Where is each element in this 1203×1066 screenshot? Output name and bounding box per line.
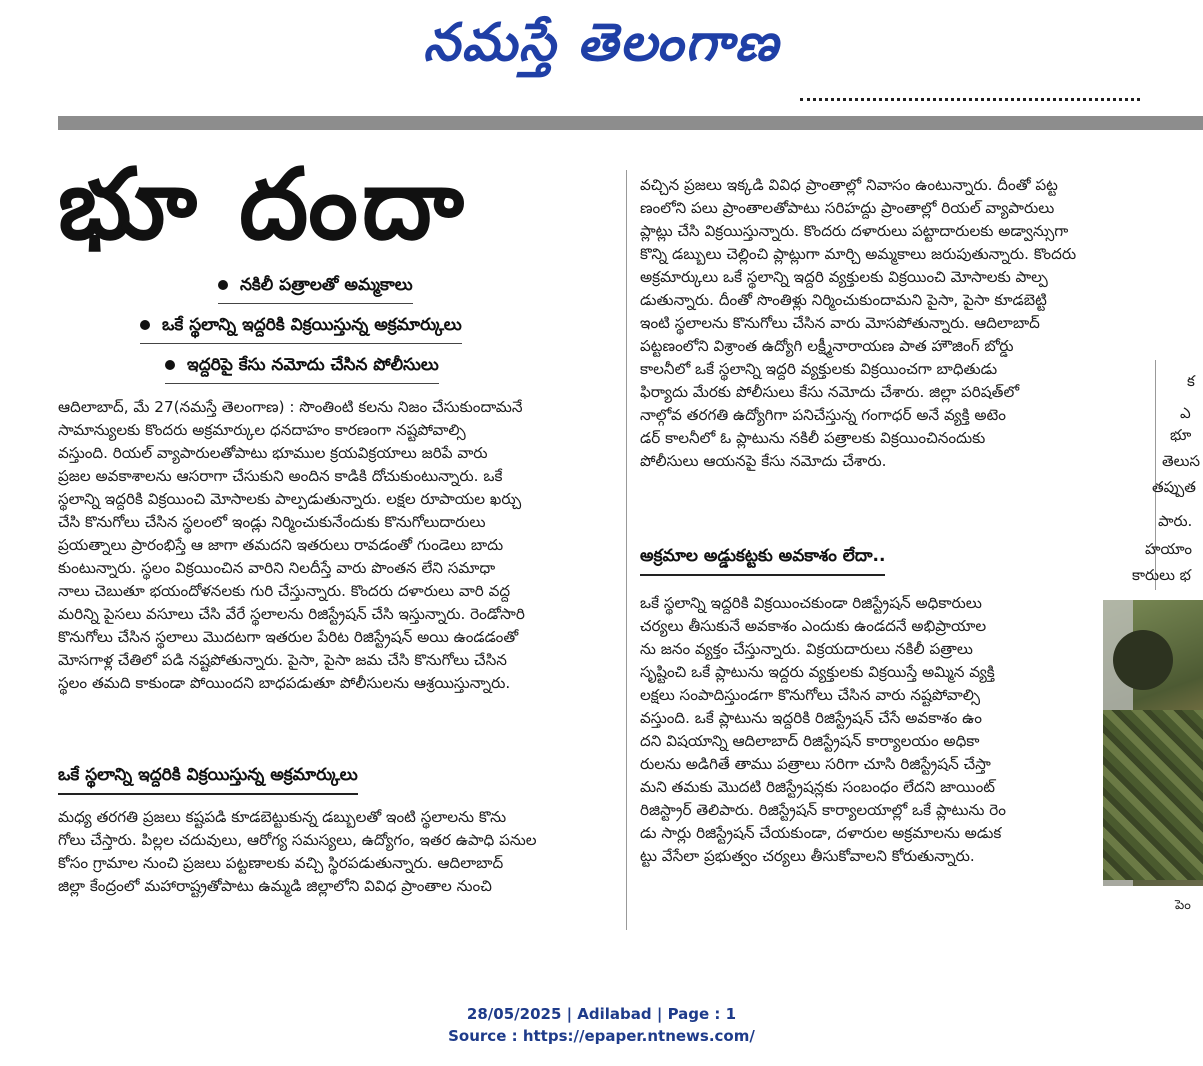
- text-line: స్థలాన్ని ఇద్దరికి విక్రయించి మోసాలకు పాల్పడుతున్నారు. లక్షల రూపాయల ఖర్చు: [58, 490, 522, 508]
- text-line: ట్టు వేసేలా ప్రభుత్వం చర్యలు తీసుకోవాలని కోరుతున్నారు.: [640, 847, 975, 865]
- text-line: మోసగాళ్ల చేతిలో పడి నష్టపోతున్నారు. పైసా, పైసా జమ చేసి కొనుగోలు చేసిన: [58, 651, 507, 669]
- text-line: పట్టణంలోని విశ్రాంత ఉద్యోగి లక్ష్మీనారాయణ పాత హౌజింగ్ బోర్డు: [640, 337, 1014, 355]
- text-line: రిజిస్ట్రార్ తెలిపారు. రిజిస్ట్రేషన్ కార్యాలయాల్లో ఒకే ప్లాటును రెం: [640, 801, 1006, 819]
- text-line: అక్రమార్కులు ఒకే స్థలాన్ని ఇద్దరి వ్యక్తులకు విక్రయించి మోసాలకు పాల్ప: [640, 268, 1048, 286]
- text-line: పోలీసులు ఆయనపై కేసు నమోదు చేశారు.: [640, 452, 887, 470]
- column-2-subhead: అక్రమాల అడ్డుకట్టకు అవకాశం లేదా..: [640, 546, 885, 576]
- text-line: ప్లాట్లు చేసి విక్రయిస్తున్నారు. కొందరు దళారులు పట్టాదారులకు అడ్వాన్సుగా: [640, 222, 1069, 240]
- text-line: సృష్టించి ఒకే ప్లాటును ఇద్దరు వ్యక్తులకు విక్రయిస్తే అమ్మిన వ్యక్తి: [640, 663, 995, 681]
- text-line: జిల్లా కేంద్రంలో మహారాష్ట్రతోపాటు ఉమ్మడి జిల్లాలోని వివిధ ప్రాంతాల నుంచి: [58, 877, 492, 895]
- fragment-text: హయాం: [1145, 540, 1193, 558]
- footer-date-edition: 28/05/2025 | Adilabad | Page : 1: [466, 1005, 737, 1023]
- text-line: చేసి కొనుగోలు చేసిన స్థలంలో ఇండ్లు నిర్మించుకునేందుకు కొనుగోలుదారులు: [58, 513, 486, 531]
- masthead: [0, 8, 1203, 78]
- text-line: ఫిర్యాదు మేరకు పోలీసులు కేసు నమోదు చేశారు. జిల్లా పరిషత్‌లో: [640, 383, 1020, 401]
- text-line: మని తమకు మొదటి రిజిస్ట్రేషన్లకు సంబంధం లేదని జాయింట్: [640, 778, 995, 796]
- page-footer: [0, 1003, 1203, 1047]
- text-line: ఆదిలాబాద్, మే 27(నమస్తే తెలంగాణ) : సొంతింటి కలను నిజం చేసుకుందామనే: [58, 398, 523, 416]
- fragment-text: పారు.: [1158, 512, 1193, 530]
- text-line: చర్యలు తీసుకునే అవకాశం ఎందుకు ఉండదనే అభిప్రాయాల: [640, 617, 987, 635]
- column-divider: [626, 170, 627, 930]
- fragment-text: తప్పుత: [1152, 478, 1196, 496]
- text-line: దని విషయాన్ని ఆదిలాబాద్ రిజిస్ట్రేషన్ కార్యాలయం అధికా: [640, 732, 980, 750]
- bullet-dot: [165, 360, 175, 370]
- text-line: ప్రజల అవకాశాలను ఆసరాగా చేసుకుని అందిన కాడికి దోచుకుంటున్నారు. ఒకే: [58, 467, 503, 485]
- text-line: ణంలోని పలు ప్రాంతాలతోపాటు సరిహద్దు ప్రాంతాల్లో రియల్ వ్యాపారులు: [640, 199, 1055, 217]
- text-line: డుతున్నారు. దీంతో సొంతిళ్లు నిర్మించుకుందామని పైసా, పైసా కూడబెట్టి: [640, 291, 1047, 309]
- column-1-body: [58, 396, 614, 695]
- column-1-subhead: ఒకే స్థలాన్ని ఇద్దరికి విక్రయిస్తున్న అక్రమార్కులు: [58, 765, 358, 795]
- text-line: కొనుగోలు చేసిన స్థలాలు మొదటగా ఇతరుల పేరిట రిజిస్ట్రేషన్ అయి ఉండడంతో: [58, 628, 519, 646]
- fragment-text: తెలుస: [1162, 452, 1201, 470]
- text-line: నాల్గోవ తరగతి ఉద్యోగిగా పనిచేస్తున్న గంగాధర్ అనే వ్యక్తి అటెం: [640, 406, 1006, 424]
- text-line: ఒకే స్థలాన్ని ఇద్దరికి విక్రయించకుండా రిజిస్ట్రేషన్ అధికారులు: [640, 594, 982, 612]
- newspaper-logo: నమస్తే తెలంగాణ: [423, 13, 780, 73]
- fragment-text: ఎ: [1180, 404, 1191, 422]
- column-2-body-2: [640, 592, 1060, 868]
- text-line: మరిన్ని పైసలు వసూలు చేసి వేరే స్థలాలను రిజిస్ట్రేషన్ చేసి ఇస్తున్నారు. రెండోసారి: [58, 605, 525, 623]
- column-2-body: [640, 174, 1145, 473]
- fragment-text: భూ: [1170, 426, 1192, 444]
- text-line: రులను అడిగితే తాము పత్రాలు సరిగా చూసి రిజిస్ట్రేషన్ చేస్తా: [640, 755, 991, 773]
- text-line: డర్ కాలనీలో ఓ ప్లాటును నకిలీ పత్రాలకు విక్రయించినందుకు: [640, 429, 986, 447]
- bullet-3: ఇద్దరిపై కేసు నమోదు చేసిన పోలీసులు: [165, 355, 439, 384]
- bullet-2: ఒకే స్థలాన్ని ఇద్దరికి విక్రయిస్తున్న అక్రమార్కులు: [140, 315, 462, 344]
- text-line: లక్షలు సంపాదిస్తుండగా కొనుగోలు చేసిన వారు నష్టపోవాల్సి: [640, 686, 981, 704]
- text-line: గోలు చేస్తారు. పిల్లల చదువులు, ఆరోగ్య సమస్యలు, ఉద్యోగం, ఇతర ఉపాధి పనుల: [58, 831, 537, 849]
- text-line: వచ్చిన ప్రజలు ఇక్కడి వివిధ ప్రాంతాల్లో నివాసం ఉంటున్నారు. దీంతో పట్ట: [640, 176, 1058, 194]
- text-line: కోసం గ్రామాల నుంచి ప్రజలు పట్టణాలకు వచ్చి స్థిరపడుతున్నారు. ఆదిలాబాద్: [58, 854, 504, 872]
- bullet-dot: [140, 320, 150, 330]
- article-headline: భూ దందా: [58, 150, 468, 260]
- text-line: నాలు చెబుతూ భయందోళనలకు గురి చేస్తున్నారు. కొందరు దళారులు వారి వద్ద: [58, 582, 511, 600]
- fragment-text: క: [1187, 372, 1195, 390]
- bullet-1: నకిలీ పత్రాలతో అమ్మకాలు: [218, 275, 413, 304]
- text-line: ప్రయత్నాలు ప్రారంభిస్తే ఆ జాగా తమదని ఇతరులు రావడంతో గుండెలు బాదు: [58, 536, 504, 554]
- photo-figure-head: [1113, 630, 1173, 690]
- text-line: మధ్య తరగతి ప్రజలు కష్టపడి కూడబెట్టుకున్న డబ్బులతో ఇంటి స్థలాలను కొను: [58, 808, 507, 826]
- text-line: ఇంటి స్థలాలను కొనుగోలు చేసిన వారు మోసపోతున్నారు. ఆదిలాబాద్: [640, 314, 1040, 332]
- text-line: స్థలం తమది కాకుండా పోయిందని బాధపడుతూ పోలీసులను ఆశ్రయిస్తున్నారు.: [58, 674, 511, 692]
- article-photo: [1103, 600, 1203, 886]
- text-line: సామాన్యులకు కొందరు అక్రమార్కుల ధనదాహం కారణంగా నష్టపోవాల్సి: [58, 421, 466, 439]
- text-line: కొన్ని డబ్బులు చెల్లించి ప్లాట్లుగా మార్చి అమ్మకాలు జరుపుతున్నారు. కొందరు: [640, 245, 1077, 263]
- column-1-body-2: [58, 806, 614, 898]
- text-line: డు సార్లు రిజిస్ట్రేషన్ చేయకుండా, దళారుల అక్రమాలను అడుక: [640, 824, 1002, 842]
- text-line: కుంటున్నారు. స్థలం విక్రయించిన వారిని నిలదీస్తే వారు పొంతన లేని సమాధా: [58, 559, 496, 577]
- decorative-dotted-line: [800, 98, 1140, 105]
- text-line: ను జనం వ్యక్తం చేస్తున్నారు. విక్రయదారులు నకిలీ పత్రాలు: [640, 640, 973, 658]
- footer-source: Source : https://epaper.ntnews.com/: [448, 1027, 755, 1045]
- bullet-dot: [218, 280, 228, 290]
- text-line: కాలనీలో ఒకే స్థలాన్ని ఇద్దరి వ్యక్తులకు విక్రయించగా బాధితుడు: [640, 360, 998, 378]
- header-rule: [58, 116, 1203, 130]
- text-line: వస్తుంది. ఒకే ప్లాటును ఇద్దరికి రిజిస్ట్రేషన్ చేసే అవకాశం ఉం: [640, 709, 982, 727]
- photo-caption: పెం: [1175, 898, 1191, 913]
- text-line: వస్తుంది. రియల్ వ్యాపారులతోపాటు భూముల క్రయవిక్రయాలు జరిపే వారు: [58, 444, 488, 462]
- fragment-text: కారులు భ: [1132, 566, 1191, 584]
- photo-figure-uniform: [1103, 710, 1203, 880]
